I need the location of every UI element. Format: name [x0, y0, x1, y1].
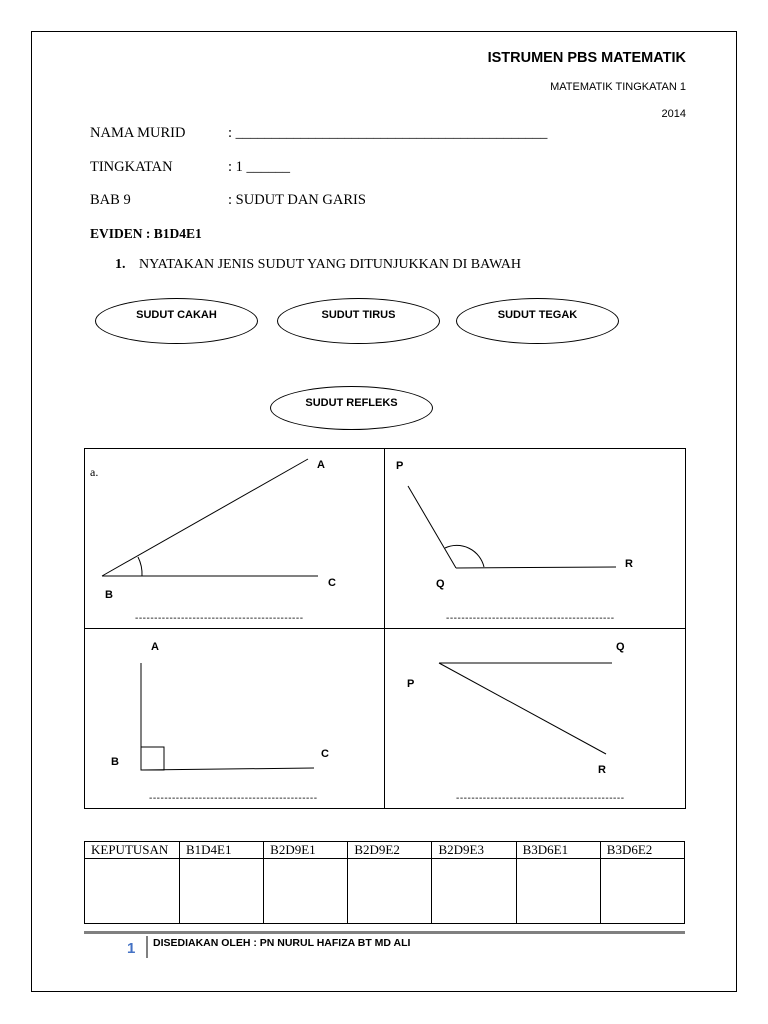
table-header-cell: KEPUTUSAN [85, 842, 180, 859]
diagram-c-point-a: A [151, 641, 159, 653]
table-cell [516, 859, 600, 924]
table-header-cell: B2D9E3 [432, 842, 516, 859]
diagram-a-point-b: B [105, 589, 113, 601]
page-number: 1 [127, 940, 136, 957]
option-sudut-tegak: SUDUT TEGAK [456, 298, 619, 344]
table-header-cell: B1D4E1 [180, 842, 264, 859]
table-row [85, 859, 685, 924]
nama-field: : ___________________________________________ [228, 125, 548, 141]
diagram-b-ray-qp [408, 486, 456, 568]
diagram-c-answer-line: -------------------------------------------- [149, 793, 318, 804]
diagram-d-point-p: P [407, 678, 415, 690]
bab-label: BAB 9 [90, 192, 131, 208]
footer-divider [84, 931, 685, 934]
diagram-d-point-q: Q [616, 641, 625, 653]
diagram-d-ray-pr [439, 663, 606, 754]
nama-label: NAMA MURID [90, 125, 186, 141]
document-year: 2014 [661, 108, 686, 120]
diagram-a-point-c: C [328, 577, 336, 589]
bab-value: : SUDUT DAN GARIS [228, 192, 366, 208]
diagram-a-answer-line: -------------------------------------------- [135, 613, 304, 624]
diagram-a-angle-arc [138, 557, 142, 576]
table-cell [180, 859, 264, 924]
diagram-b-point-r: R [625, 558, 633, 570]
table-cell [600, 859, 684, 924]
keputusan-table [84, 841, 685, 924]
diagram-b-point-q: Q [436, 578, 445, 590]
table-cell [85, 859, 180, 924]
footer-separator [146, 936, 148, 958]
diagram-b-point-p: P [396, 460, 404, 472]
question-number: 1. [115, 257, 126, 272]
option-sudut-refleks: SUDUT REFLEKS [270, 386, 433, 430]
diagram-b-ray-qr [456, 567, 616, 568]
diagram-a-point-a: A [317, 459, 325, 471]
diagram-a-ray-ba [102, 459, 308, 576]
table-header-cell: B2D9E1 [264, 842, 348, 859]
diagram-c-ray-bc [141, 768, 314, 770]
table-cell [264, 859, 348, 924]
document-subtitle: MATEMATIK TINGKATAN 1 [550, 81, 686, 93]
diagram-d-point-r: R [598, 764, 606, 776]
eviden-label: EVIDEN : B1D4E1 [90, 226, 202, 241]
diagram-b-angle-arc [445, 545, 484, 567]
table-header-cell: B2D9E2 [348, 842, 432, 859]
table-cell [432, 859, 516, 924]
table-header-row [85, 842, 685, 859]
document-title: ISTRUMEN PBS MATEMATIK [487, 50, 686, 66]
diagram-d-answer-line: -------------------------------------------- [456, 793, 625, 804]
diagram-c-right-angle-marker [141, 747, 164, 770]
option-sudut-tirus: SUDUT TIRUS [277, 298, 440, 344]
tingkatan-field: : 1 ______ [228, 159, 291, 175]
diagram-c-point-b: B [111, 756, 119, 768]
diagram-a-label: a. [90, 465, 99, 479]
option-sudut-cakah: SUDUT CAKAH [95, 298, 258, 344]
diagram-c-point-c: C [321, 748, 329, 760]
table-header-cell: B3D6E2 [600, 842, 684, 859]
table-cell [348, 859, 432, 924]
tingkatan-label: TINGKATAN [90, 159, 173, 175]
diagram-b-answer-line: -------------------------------------------- [446, 613, 615, 624]
table-header-cell: B3D6E1 [516, 842, 600, 859]
question-text: NYATAKAN JENIS SUDUT YANG DITUNJUKKAN DI BAWAH [139, 257, 521, 272]
footer-author: DISEDIAKAN OLEH : PN NURUL HAFIZA BT MD ALI [153, 937, 411, 949]
